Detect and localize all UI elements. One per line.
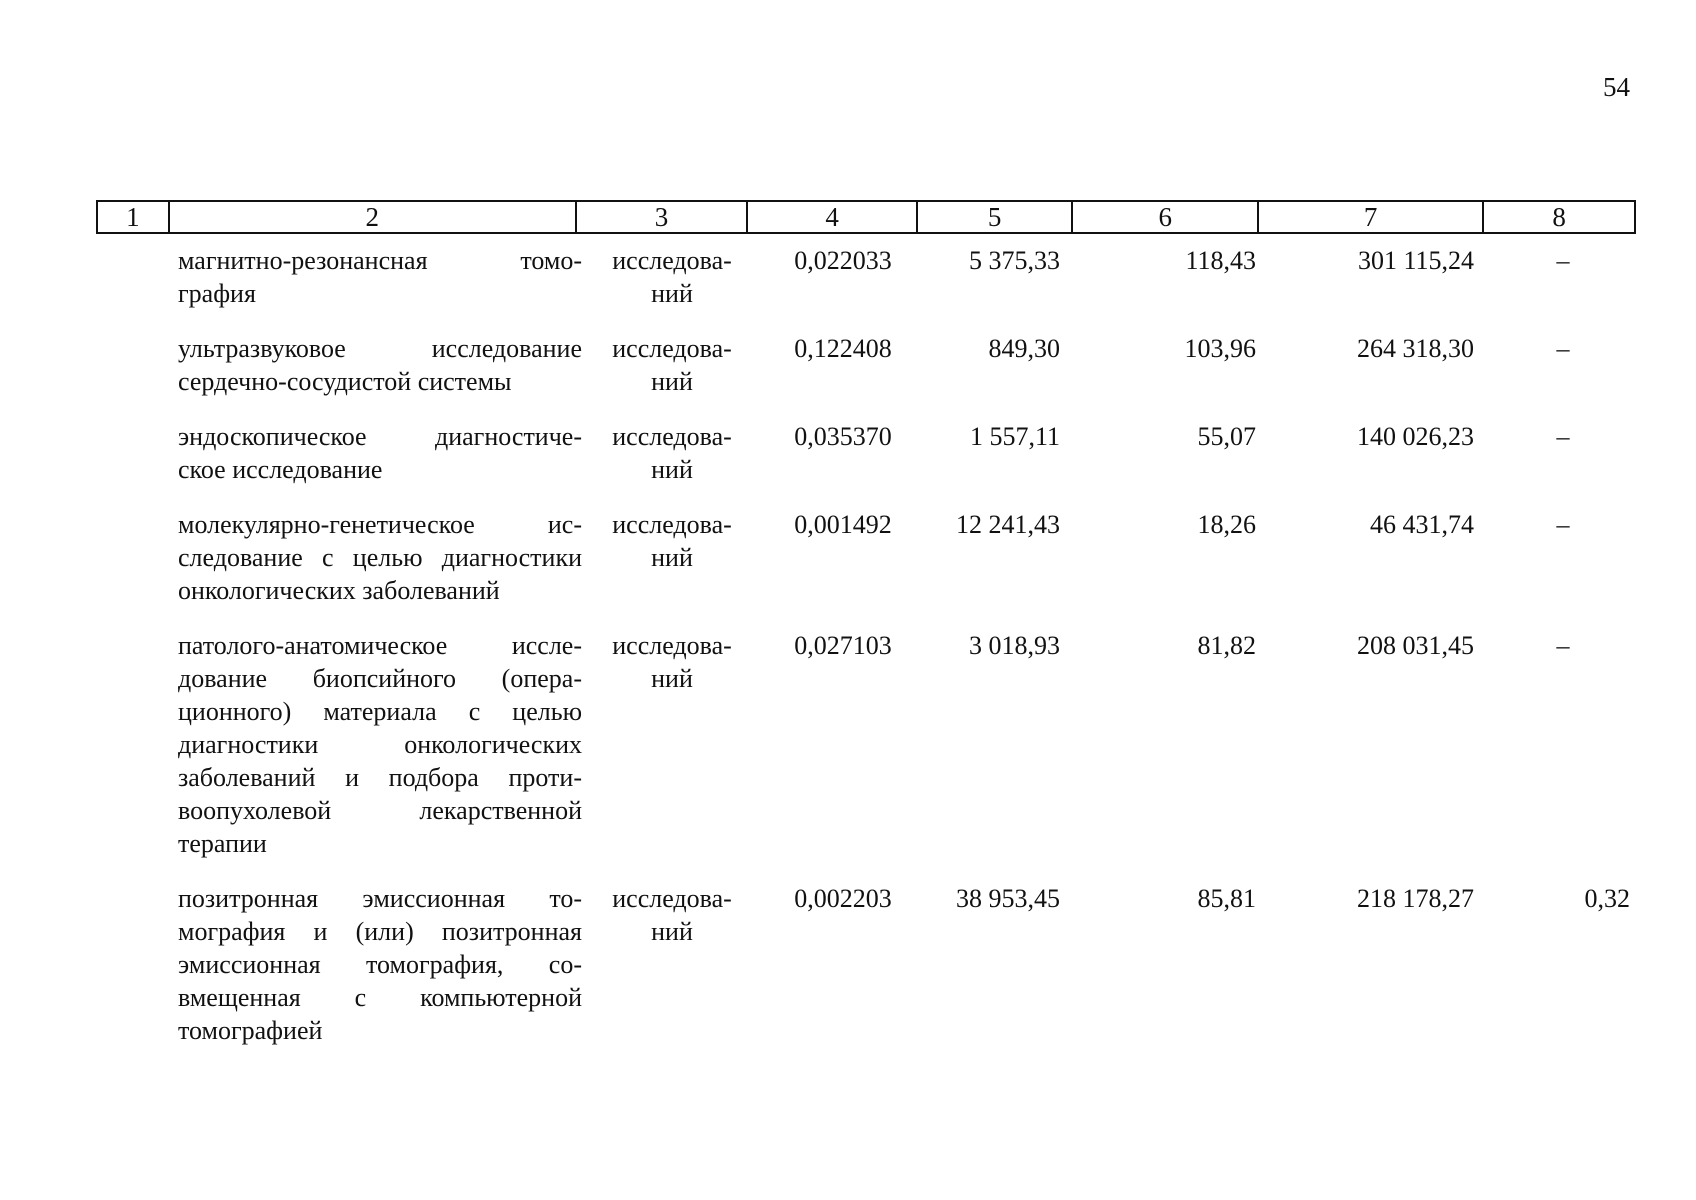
table-row xyxy=(96,508,1636,607)
service-name-line: заболеваний и подбора проти- xyxy=(178,763,582,792)
service-name-line: вмещенная с компьютерной xyxy=(178,983,582,1012)
service-name-line: эндоскопическое диагностиче- xyxy=(178,422,582,451)
total-amount: 46 431,74 xyxy=(1370,510,1474,539)
unit-line: ний xyxy=(651,367,693,396)
total-amount: 208 031,45 xyxy=(1357,631,1474,660)
header-col-2: 2 xyxy=(170,202,577,232)
per-capita-norm: 18,26 xyxy=(1197,510,1256,539)
unit-line: ний xyxy=(651,455,693,484)
table-row xyxy=(96,629,1636,860)
norm-volume: 0,027103 xyxy=(794,631,892,660)
extra-value: – xyxy=(1556,422,1570,451)
unit-of-measure xyxy=(586,420,758,486)
norm-cost: 849,30 xyxy=(988,334,1060,363)
table-body xyxy=(96,244,1636,1047)
total-amount: 264 318,30 xyxy=(1357,334,1474,363)
service-name-line: эмиссионная томография, со- xyxy=(178,950,582,979)
per-capita-norm: 85,81 xyxy=(1197,884,1256,913)
unit-line: исследова- xyxy=(612,246,732,275)
norm-cost: 38 953,45 xyxy=(956,884,1060,913)
header-col-5: 5 xyxy=(918,202,1074,232)
service-name-line: воопухолевой лекарственной xyxy=(178,796,582,825)
service-name-line: следование с целью диагностики xyxy=(178,543,582,572)
service-name-line: сердечно-сосудистой системы xyxy=(178,367,512,396)
table-header xyxy=(96,200,1636,234)
unit-line: исследова- xyxy=(612,510,732,539)
unit-line: исследова- xyxy=(612,631,732,660)
service-name-line: молекулярно-генетическое ис- xyxy=(178,510,582,539)
unit-line: ний xyxy=(651,543,693,572)
norm-volume: 0,002203 xyxy=(794,884,892,913)
service-name-line: ское исследование xyxy=(178,455,383,484)
service-name xyxy=(96,629,586,860)
service-name-line: магнитно-резонансная томо- xyxy=(178,246,582,275)
extra-value: – xyxy=(1556,334,1570,363)
unit-line: ний xyxy=(651,664,693,693)
unit-of-measure xyxy=(586,332,758,398)
header-col-1: 1 xyxy=(98,202,170,232)
service-name-line: ультразвуковое исследование xyxy=(178,334,582,363)
total-amount: 301 115,24 xyxy=(1357,246,1474,275)
extra-value: 0,32 xyxy=(1584,884,1630,913)
service-name-line: диагностики онкологических xyxy=(178,730,582,759)
service-name-line: томографией xyxy=(178,1016,323,1045)
unit-of-measure xyxy=(586,629,758,860)
service-name xyxy=(96,420,586,486)
norm-cost: 5 375,33 xyxy=(969,246,1060,275)
service-name-line: терапии xyxy=(178,829,267,858)
unit-of-measure xyxy=(586,508,758,607)
header-col-8: 8 xyxy=(1552,202,1566,232)
norm-cost: 1 557,11 xyxy=(969,422,1060,451)
table-row xyxy=(96,332,1636,398)
per-capita-norm: 103,96 xyxy=(1184,334,1256,363)
unit-line: исследова- xyxy=(612,422,732,451)
service-name xyxy=(96,244,586,310)
service-name-line: графия xyxy=(178,279,256,308)
service-name xyxy=(96,882,586,1047)
service-name-line: ционного) материала с целью xyxy=(178,697,582,726)
norm-cost: 3 018,93 xyxy=(969,631,1060,660)
unit-of-measure xyxy=(586,882,758,1047)
service-name xyxy=(96,508,586,607)
header-col-7: 7 xyxy=(1259,202,1484,232)
table-row xyxy=(96,882,1636,1047)
table-row xyxy=(96,420,1636,486)
table-row xyxy=(96,244,1636,310)
extra-value: – xyxy=(1556,631,1570,660)
per-capita-norm: 55,07 xyxy=(1197,422,1256,451)
unit-line: исследова- xyxy=(612,334,732,363)
norm-volume: 0,035370 xyxy=(794,422,892,451)
header-col-4: 4 xyxy=(748,202,918,232)
service-name-line: дование биопсийного (опера- xyxy=(178,664,582,693)
total-amount: 218 178,27 xyxy=(1357,884,1474,913)
header-col-6: 6 xyxy=(1073,202,1259,232)
extra-value: – xyxy=(1556,510,1570,539)
extra-value: – xyxy=(1556,246,1570,275)
unit-line: ний xyxy=(651,279,693,308)
unit-of-measure xyxy=(586,244,758,310)
norm-volume: 0,122408 xyxy=(794,334,892,363)
norm-volume: 0,022033 xyxy=(794,246,892,275)
service-name-line: патолого-анатомическое иссле- xyxy=(178,631,582,660)
unit-line: ний xyxy=(651,917,693,946)
service-name-line: позитронная эмиссионная то- xyxy=(178,884,582,913)
unit-line: исследова- xyxy=(612,884,732,913)
service-name-line: онкологических заболеваний xyxy=(178,576,500,605)
per-capita-norm: 81,82 xyxy=(1197,631,1256,660)
service-name-line: мография и (или) позитронная xyxy=(178,917,582,946)
norm-cost: 12 241,43 xyxy=(956,510,1060,539)
page-number: 54 xyxy=(1603,72,1630,102)
header-col-3: 3 xyxy=(577,202,749,232)
per-capita-norm: 118,43 xyxy=(1185,246,1256,275)
total-amount: 140 026,23 xyxy=(1357,422,1474,451)
norm-volume: 0,001492 xyxy=(794,510,892,539)
service-name xyxy=(96,332,586,398)
